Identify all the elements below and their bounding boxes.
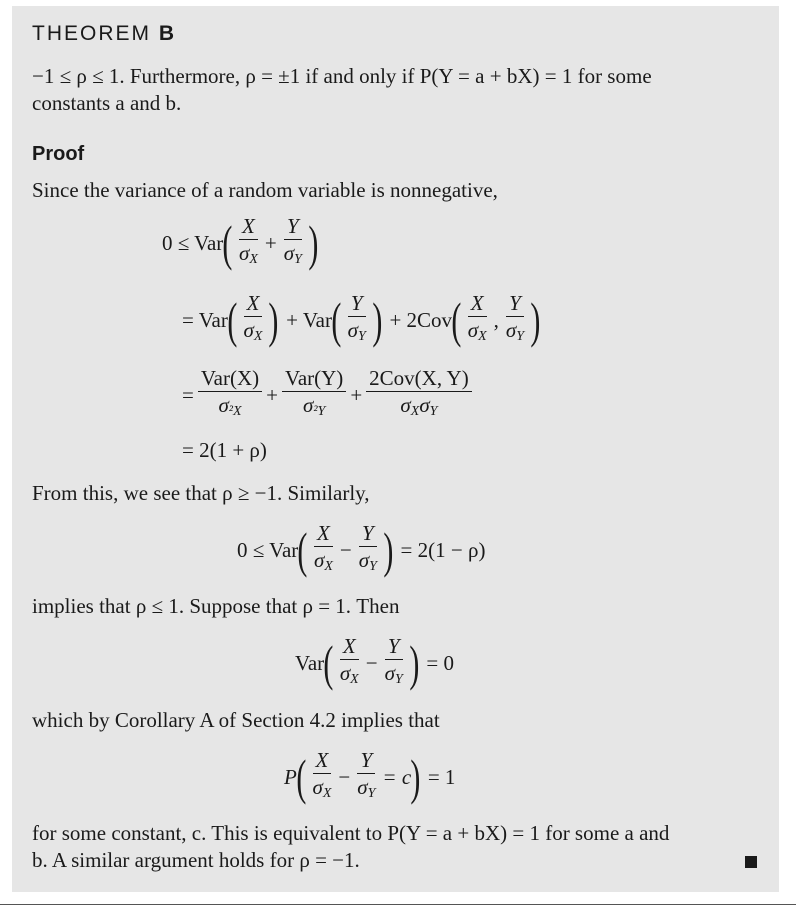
eq2-plus-var: + Var — [286, 307, 332, 332]
statement-line-2: constants a and b. — [32, 91, 182, 115]
eq3-num-2: Var(Y) — [282, 366, 346, 392]
paragraph-2: From this, we see that ρ ≥ −1. Similarly, — [32, 481, 370, 505]
eq1-lhs: 0 ≤ Var — [162, 230, 224, 255]
equation-3: = $\frac{\text{Var(X)}}{\sigma_{^2X}}$ + $\frac{\text{Var(Y)}}{\sigma_{^2Y}}$ + $\frac{\text{2Cov(X, Y)}}{\sigma_X\sigma_Y}$ — [182, 366, 476, 424]
eq6-rhs: = 0 — [426, 650, 454, 675]
frac-y-over-sigma: $\frac{Y}{\sigma_Y}$ — [283, 214, 302, 267]
eq2-plus-cov: + 2Cov — [389, 307, 453, 332]
theorem-letter: B — [158, 22, 175, 45]
eq3-lead: = — [182, 382, 194, 407]
theorem-label: THEOREM — [32, 22, 151, 45]
statement-line-1: −1 ≤ ρ ≤ 1. Furthermore, ρ = ±1 if and only if P(Y = a + bX) = 1 for some — [32, 64, 652, 88]
proof-heading: Proof — [32, 143, 85, 165]
paragraph-5-line-1: for some constant, c. This is equivalent to P(Y = a + bX) = 1 for some a and — [32, 821, 670, 845]
eq6-lhs: Var — [295, 650, 325, 675]
eq3-num-3: 2Cov(X, Y) — [366, 366, 472, 392]
equation-5: 0 ≤ Var ( $\frac{X}{\sigma_X}$ − $\frac{Y}{\sigma_Y}$ ) = 2(1 − ρ) — [237, 521, 486, 578]
eq2-lead: = Var — [182, 307, 228, 332]
equation-2: = Var ( $\frac{X}{\sigma_X}$ ) + Var ( $\frac{Y}{\sigma_Y}$ ) + 2Cov ( $\frac{X}{\sigma_X}$ , $\frac{Y}{\sigma_Y}$ ) — [182, 291, 541, 348]
eq7-rhs: = 1 — [427, 764, 456, 789]
equation-6: Var ( $\frac{X}{\sigma_X}$ − $\frac{Y}{\sigma_Y}$ ) = 0 — [295, 634, 454, 691]
theorem-heading — [32, 22, 174, 46]
paragraph-3: implies that ρ ≤ 1. Suppose that ρ = 1. Then — [32, 594, 400, 618]
paragraph-1: Since the variance of a random variable is nonnegative, — [32, 178, 498, 202]
equation-1: 0 ≤ Var ( $\frac{X}{\sigma_X}$ + $\frac{Y}{\sigma_Y}$ ) — [162, 214, 319, 271]
eq5-rhs: = 2(1 − ρ) — [400, 537, 486, 562]
frac-x-over-sigma: $\frac{X}{\sigma_X}$ — [238, 214, 258, 267]
paragraph-5-line-2: b. A similar argument holds for ρ = −1. — [32, 848, 360, 872]
qed-square-icon — [745, 856, 757, 868]
equation-7: P ( $\frac{X}{\sigma_X}$ − $\frac{Y}{\sigma_Y}$ = c ) = 1 — [284, 748, 456, 805]
paragraph-4: which by Corollary A of Section 4.2 implies that — [32, 708, 440, 732]
theorem-panel — [12, 6, 779, 892]
eq3-num-1: Var(X) — [198, 366, 262, 392]
eq7-inner: = c — [382, 764, 412, 789]
eq7-lhs: P — [284, 764, 297, 789]
equation-4: = 2(1 + ρ) — [182, 438, 267, 462]
bottom-rule — [0, 904, 796, 905]
eq5-lhs: 0 ≤ Var — [237, 537, 299, 562]
